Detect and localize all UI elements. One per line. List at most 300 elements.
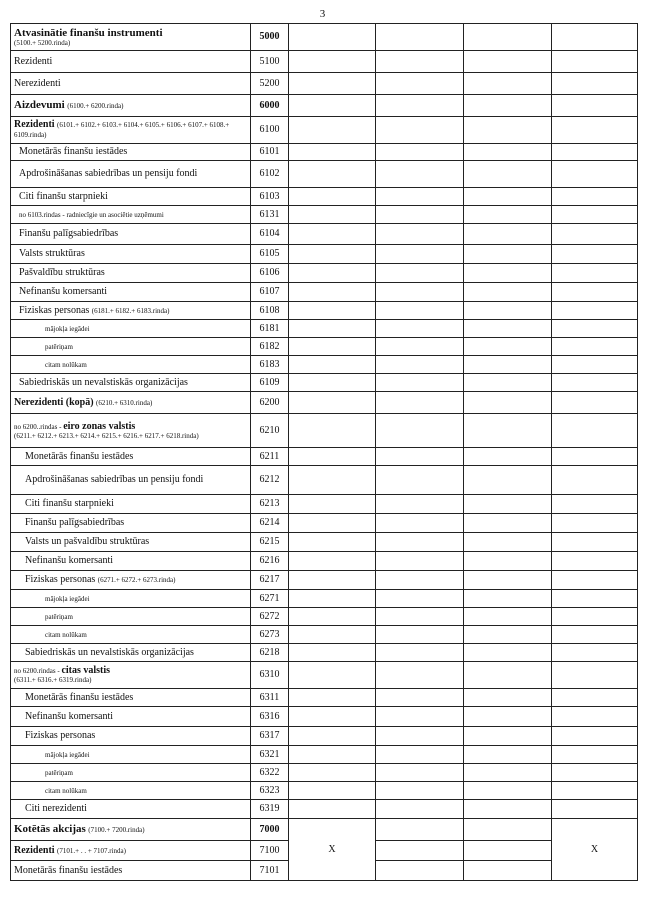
- data-cell[interactable]: [289, 206, 376, 224]
- data-cell[interactable]: [376, 466, 464, 495]
- data-cell[interactable]: [289, 302, 376, 320]
- data-cell[interactable]: [289, 608, 376, 626]
- data-cell[interactable]: [376, 161, 464, 188]
- data-cell[interactable]: [289, 662, 376, 689]
- data-cell[interactable]: [289, 338, 376, 356]
- row-title: Fiziskas personas: [25, 730, 96, 741]
- row-title: Apdrošināšanas sabiedrības un pensiju fondi: [25, 474, 204, 485]
- row-title: Pašvaldību struktūras: [19, 267, 105, 278]
- row-label: [11, 841, 251, 861]
- data-cell[interactable]: [552, 374, 638, 392]
- row-title: mājokļa iegādei: [45, 750, 90, 759]
- data-cell[interactable]: [552, 302, 638, 320]
- row-title: citas valstis: [61, 665, 111, 676]
- table-row: [11, 188, 638, 206]
- data-cell[interactable]: [289, 644, 376, 662]
- data-cell[interactable]: [289, 188, 376, 206]
- row-label: [11, 590, 251, 608]
- data-cell[interactable]: [289, 466, 376, 495]
- row-label: [11, 727, 251, 746]
- data-cell[interactable]: [552, 662, 638, 689]
- table-row: [11, 264, 638, 283]
- data-cell[interactable]: [376, 841, 464, 861]
- data-cell[interactable]: [376, 590, 464, 608]
- data-cell[interactable]: [376, 819, 464, 841]
- data-cell[interactable]: [464, 841, 552, 861]
- data-cell[interactable]: [552, 514, 638, 533]
- data-cell[interactable]: [289, 764, 376, 782]
- row-title: Monetārās finanšu iestādes: [14, 864, 123, 876]
- data-cell[interactable]: [289, 117, 376, 144]
- data-cell[interactable]: [289, 264, 376, 283]
- data-cell[interactable]: [552, 356, 638, 374]
- row-label: [11, 338, 251, 356]
- data-cell[interactable]: [289, 707, 376, 727]
- row-code: 6102: [251, 161, 289, 188]
- data-cell[interactable]: [464, 374, 552, 392]
- data-cell[interactable]: [464, 552, 552, 571]
- table-row: [11, 707, 638, 727]
- table-row: [11, 782, 638, 800]
- data-cell[interactable]: [552, 782, 638, 800]
- data-cell[interactable]: [289, 727, 376, 746]
- data-cell[interactable]: [289, 495, 376, 514]
- row-code: 6319: [251, 800, 289, 819]
- row-label: [11, 689, 251, 707]
- row-label: [11, 707, 251, 727]
- data-cell[interactable]: [552, 626, 638, 644]
- data-cell[interactable]: [376, 764, 464, 782]
- data-cell[interactable]: [552, 590, 638, 608]
- data-cell[interactable]: [289, 245, 376, 264]
- data-cell[interactable]: [376, 800, 464, 819]
- data-cell[interactable]: [464, 161, 552, 188]
- data-cell[interactable]: [376, 861, 464, 881]
- row-label: [11, 188, 251, 206]
- row-title: Monetārās finanšu iestādes: [25, 450, 134, 462]
- row-title: Nefinanšu komersanti: [19, 286, 108, 297]
- row-code: 6310: [251, 662, 289, 689]
- row-label: [11, 302, 251, 320]
- data-cell[interactable]: [552, 533, 638, 552]
- data-cell[interactable]: [464, 188, 552, 206]
- data-cell[interactable]: [289, 689, 376, 707]
- table-row: [11, 24, 638, 51]
- data-cell[interactable]: [464, 338, 552, 356]
- row-title: Citi finanšu starpnieki: [25, 498, 114, 509]
- data-cell[interactable]: [376, 117, 464, 144]
- row-title: mājokļa iegādei: [45, 594, 90, 603]
- report-table: [10, 23, 638, 881]
- data-cell[interactable]: [464, 51, 552, 73]
- data-cell[interactable]: [376, 73, 464, 95]
- row-code: 6216: [251, 552, 289, 571]
- row-title: Monetārās finanšu iestādes: [25, 691, 134, 703]
- row-label: [11, 320, 251, 338]
- data-cell[interactable]: [376, 707, 464, 727]
- row-code: 6200: [251, 392, 289, 414]
- row-label: [11, 662, 251, 689]
- row-title: patēriņam: [45, 612, 73, 621]
- row-label: [11, 764, 251, 782]
- row-label: [11, 819, 251, 841]
- table-row: [11, 356, 638, 374]
- data-cell[interactable]: [464, 24, 552, 51]
- data-cell[interactable]: [376, 144, 464, 161]
- table-row: [11, 590, 638, 608]
- row-code: 6317: [251, 727, 289, 746]
- data-cell[interactable]: [289, 448, 376, 466]
- row-title: Fiziskas personas: [19, 304, 90, 316]
- data-cell[interactable]: [289, 414, 376, 448]
- data-cell[interactable]: [376, 414, 464, 448]
- row-title: citam nolūkam: [45, 786, 87, 795]
- row-code: 6103: [251, 188, 289, 206]
- table-row: [11, 800, 638, 819]
- data-cell[interactable]: [552, 51, 638, 73]
- row-formula: (7100.+ 7200.rinda): [88, 826, 145, 834]
- data-cell[interactable]: [376, 338, 464, 356]
- table-row: [11, 764, 638, 782]
- data-cell[interactable]: [376, 533, 464, 552]
- data-cell[interactable]: [464, 819, 552, 841]
- row-title: Sabiedriskās un nevalstiskās organizācijas: [19, 376, 188, 388]
- data-cell[interactable]: [376, 302, 464, 320]
- row-title: Sabiedriskās un nevalstiskās organizācijas: [25, 646, 194, 658]
- table-row: [11, 374, 638, 392]
- row-code: 6183: [251, 356, 289, 374]
- row-formula: (7101.+ . . + 7107.rinda): [57, 846, 126, 855]
- data-cell[interactable]: [464, 782, 552, 800]
- row-code: 7100: [251, 841, 289, 861]
- data-cell[interactable]: [289, 392, 376, 414]
- row-title: Apdrošināšanas sabiedrības un pensiju fondi: [19, 168, 198, 179]
- row-title: Atvasinātie finanšu instrumenti: [14, 26, 163, 39]
- data-cell[interactable]: [464, 283, 552, 302]
- data-cell[interactable]: [552, 73, 638, 95]
- data-cell[interactable]: [376, 448, 464, 466]
- table-row: [11, 338, 638, 356]
- row-title: patēriņam: [45, 342, 73, 351]
- data-cell[interactable]: [464, 590, 552, 608]
- data-cell[interactable]: [464, 861, 552, 881]
- row-code: 6108: [251, 302, 289, 320]
- row-code: 6107: [251, 283, 289, 302]
- data-cell[interactable]: [376, 356, 464, 374]
- data-cell[interactable]: [376, 571, 464, 590]
- row-title: eiro zonas valstis: [63, 420, 136, 432]
- row-code: 5200: [251, 73, 289, 95]
- row-title: citam nolūkam: [45, 630, 87, 639]
- data-cell[interactable]: [552, 746, 638, 764]
- row-formula: (6100.+ 6200.rinda): [67, 102, 124, 110]
- data-cell[interactable]: [552, 95, 638, 117]
- data-cell[interactable]: [552, 144, 638, 161]
- data-cell[interactable]: [376, 644, 464, 662]
- data-cell[interactable]: [552, 320, 638, 338]
- data-cell[interactable]: [376, 689, 464, 707]
- data-cell[interactable]: [464, 73, 552, 95]
- row-label: [11, 117, 251, 144]
- data-cell[interactable]: [464, 144, 552, 161]
- data-cell[interactable]: [552, 338, 638, 356]
- row-code: 6101: [251, 144, 289, 161]
- data-cell[interactable]: [552, 495, 638, 514]
- data-cell[interactable]: [376, 514, 464, 533]
- table-row: [11, 533, 638, 552]
- row-code: 6131: [251, 206, 289, 224]
- data-cell[interactable]: [464, 320, 552, 338]
- table-row: [11, 689, 638, 707]
- data-cell[interactable]: [464, 644, 552, 662]
- row-label: [11, 414, 251, 448]
- row-label: [11, 466, 251, 495]
- data-cell[interactable]: [289, 552, 376, 571]
- row-title: no 6103.rindas - radniecīgie un asociētie uzņēmumi: [19, 210, 164, 219]
- data-cell[interactable]: [376, 552, 464, 571]
- data-cell[interactable]: [289, 95, 376, 117]
- table-row: [11, 495, 638, 514]
- data-cell[interactable]: [289, 283, 376, 302]
- row-label: [11, 644, 251, 662]
- data-cell[interactable]: [464, 514, 552, 533]
- table-row: [11, 73, 638, 95]
- data-cell[interactable]: [289, 374, 376, 392]
- table-row: [11, 206, 638, 224]
- data-cell[interactable]: [464, 392, 552, 414]
- data-cell[interactable]: [289, 73, 376, 95]
- table-row: [11, 727, 638, 746]
- data-cell[interactable]: [552, 608, 638, 626]
- data-cell[interactable]: [376, 662, 464, 689]
- data-cell[interactable]: [464, 800, 552, 819]
- row-title: Nefinanšu komersanti: [25, 555, 114, 566]
- row-title: Valsts un pašvaldību struktūras: [25, 536, 150, 547]
- data-cell[interactable]: [464, 707, 552, 727]
- data-cell[interactable]: [289, 800, 376, 819]
- row-code: 6213: [251, 495, 289, 514]
- row-prefix: no 6200..rindas -: [14, 422, 64, 431]
- data-cell[interactable]: [289, 533, 376, 552]
- table-row: [11, 144, 638, 161]
- data-cell[interactable]: [464, 95, 552, 117]
- row-code: 6100: [251, 117, 289, 144]
- data-cell[interactable]: [289, 782, 376, 800]
- data-cell[interactable]: [376, 392, 464, 414]
- data-cell[interactable]: [464, 495, 552, 514]
- row-title: Rezidenti: [14, 119, 55, 130]
- data-cell[interactable]: [552, 764, 638, 782]
- data-cell[interactable]: [552, 392, 638, 414]
- row-label: [11, 206, 251, 224]
- data-cell[interactable]: [552, 206, 638, 224]
- data-cell[interactable]: [552, 448, 638, 466]
- data-cell[interactable]: [376, 264, 464, 283]
- data-cell[interactable]: [289, 144, 376, 161]
- row-code: 6218: [251, 644, 289, 662]
- data-cell[interactable]: [376, 206, 464, 224]
- data-cell[interactable]: [289, 51, 376, 73]
- data-cell[interactable]: [289, 571, 376, 590]
- row-label: [11, 746, 251, 764]
- row-code: 6000: [251, 95, 289, 117]
- row-title: Rezidenti: [14, 844, 55, 856]
- data-cell[interactable]: [289, 514, 376, 533]
- data-cell[interactable]: [464, 414, 552, 448]
- data-cell[interactable]: [289, 24, 376, 51]
- data-cell[interactable]: [464, 727, 552, 746]
- data-cell[interactable]: [464, 206, 552, 224]
- row-label: [11, 144, 251, 161]
- data-cell[interactable]: [289, 626, 376, 644]
- data-cell[interactable]: [376, 24, 464, 51]
- row-label: [11, 533, 251, 552]
- data-cell[interactable]: [376, 374, 464, 392]
- table-row: [11, 746, 638, 764]
- row-label: [11, 283, 251, 302]
- table-row: [11, 161, 638, 188]
- row-code: 6272: [251, 608, 289, 626]
- data-cell[interactable]: [289, 356, 376, 374]
- data-cell[interactable]: [552, 466, 638, 495]
- table-row: [11, 662, 638, 689]
- data-cell[interactable]: [376, 727, 464, 746]
- data-cell[interactable]: [464, 466, 552, 495]
- row-label: [11, 861, 251, 881]
- row-label: [11, 73, 251, 95]
- row-label: [11, 24, 251, 51]
- data-cell[interactable]: [464, 626, 552, 644]
- row-label: [11, 95, 251, 117]
- data-cell[interactable]: [552, 245, 638, 264]
- row-code: 5100: [251, 51, 289, 73]
- data-cell[interactable]: [464, 302, 552, 320]
- data-cell[interactable]: [464, 746, 552, 764]
- table-row: [11, 51, 638, 73]
- row-label: [11, 448, 251, 466]
- data-cell[interactable]: [552, 800, 638, 819]
- data-cell[interactable]: [376, 245, 464, 264]
- data-cell[interactable]: [552, 161, 638, 188]
- data-cell[interactable]: [464, 533, 552, 552]
- row-code: 6311: [251, 689, 289, 707]
- data-cell[interactable]: [376, 495, 464, 514]
- row-title: Finanšu palīgsabiedrības: [19, 228, 119, 239]
- data-cell[interactable]: [376, 782, 464, 800]
- row-code: 6212: [251, 466, 289, 495]
- table-row: [11, 448, 638, 466]
- row-title: Kotētās akcijas: [14, 823, 86, 835]
- row-label: [11, 161, 251, 188]
- data-cell[interactable]: [376, 320, 464, 338]
- row-label: [11, 51, 251, 73]
- row-title: Finanšu palīgsabiedrības: [25, 517, 125, 528]
- data-cell[interactable]: [464, 662, 552, 689]
- data-cell[interactable]: [464, 448, 552, 466]
- data-cell[interactable]: [376, 626, 464, 644]
- row-code: 6273: [251, 626, 289, 644]
- table-row: [11, 117, 638, 144]
- data-cell[interactable]: [552, 707, 638, 727]
- data-cell[interactable]: [552, 224, 638, 245]
- data-cell[interactable]: [464, 764, 552, 782]
- data-cell[interactable]: [464, 117, 552, 144]
- table-row: [11, 644, 638, 662]
- data-cell[interactable]: [376, 224, 464, 245]
- row-code: 6214: [251, 514, 289, 533]
- data-cell[interactable]: [376, 51, 464, 73]
- row-label: [11, 800, 251, 819]
- table-row: [11, 626, 638, 644]
- data-cell[interactable]: [464, 356, 552, 374]
- row-label: [11, 626, 251, 644]
- table-row: [11, 608, 638, 626]
- row-code: 6271: [251, 590, 289, 608]
- row-label: [11, 356, 251, 374]
- data-cell[interactable]: [464, 608, 552, 626]
- data-cell[interactable]: [552, 414, 638, 448]
- data-cell[interactable]: [376, 95, 464, 117]
- row-formula: (6210.+ 6310.rinda): [96, 398, 153, 407]
- row-code: 6182: [251, 338, 289, 356]
- table-row: [11, 224, 638, 245]
- row-label: [11, 374, 251, 392]
- row-formula: (6311.+ 6316.+ 6319.rinda): [14, 676, 92, 684]
- data-cell[interactable]: [552, 571, 638, 590]
- data-cell[interactable]: [464, 245, 552, 264]
- row-code: 6210: [251, 414, 289, 448]
- data-cell[interactable]: [376, 283, 464, 302]
- table-row: [11, 819, 638, 841]
- data-cell[interactable]: [552, 24, 638, 51]
- data-cell[interactable]: [552, 264, 638, 283]
- data-cell[interactable]: [376, 608, 464, 626]
- data-cell[interactable]: [552, 117, 638, 144]
- data-cell[interactable]: [464, 571, 552, 590]
- row-formula: (6271.+ 6272.+ 6273.rinda): [97, 576, 176, 584]
- data-cell[interactable]: [552, 188, 638, 206]
- row-formula: (6211.+ 6212.+ 6213.+ 6214.+ 6215.+ 6216.+ 6217.+ 6218.rinda): [14, 431, 199, 440]
- data-cell[interactable]: [552, 283, 638, 302]
- data-cell[interactable]: [464, 264, 552, 283]
- data-cell[interactable]: [289, 224, 376, 245]
- data-cell[interactable]: [552, 644, 638, 662]
- row-code: 6217: [251, 571, 289, 590]
- table-row: [11, 514, 638, 533]
- data-cell[interactable]: [552, 552, 638, 571]
- data-cell[interactable]: [464, 224, 552, 245]
- data-cell[interactable]: [552, 689, 638, 707]
- data-cell[interactable]: [289, 320, 376, 338]
- x-mark-cell: X: [289, 819, 376, 881]
- row-code: 6316: [251, 707, 289, 727]
- row-title: mājokļa iegādei: [45, 324, 90, 333]
- row-title: Nerezidenti: [14, 77, 61, 89]
- row-label: [11, 782, 251, 800]
- data-cell[interactable]: [376, 188, 464, 206]
- row-title: Citi finanšu starpnieki: [19, 190, 108, 202]
- data-cell[interactable]: [289, 161, 376, 188]
- data-cell[interactable]: [464, 689, 552, 707]
- row-code: 7101: [251, 861, 289, 881]
- row-code: 6109: [251, 374, 289, 392]
- data-cell[interactable]: [289, 590, 376, 608]
- data-cell[interactable]: [376, 746, 464, 764]
- row-title: Nefinanšu komersanti: [25, 710, 114, 722]
- x-mark-cell: X: [552, 819, 638, 881]
- data-cell[interactable]: [289, 746, 376, 764]
- data-cell[interactable]: [552, 727, 638, 746]
